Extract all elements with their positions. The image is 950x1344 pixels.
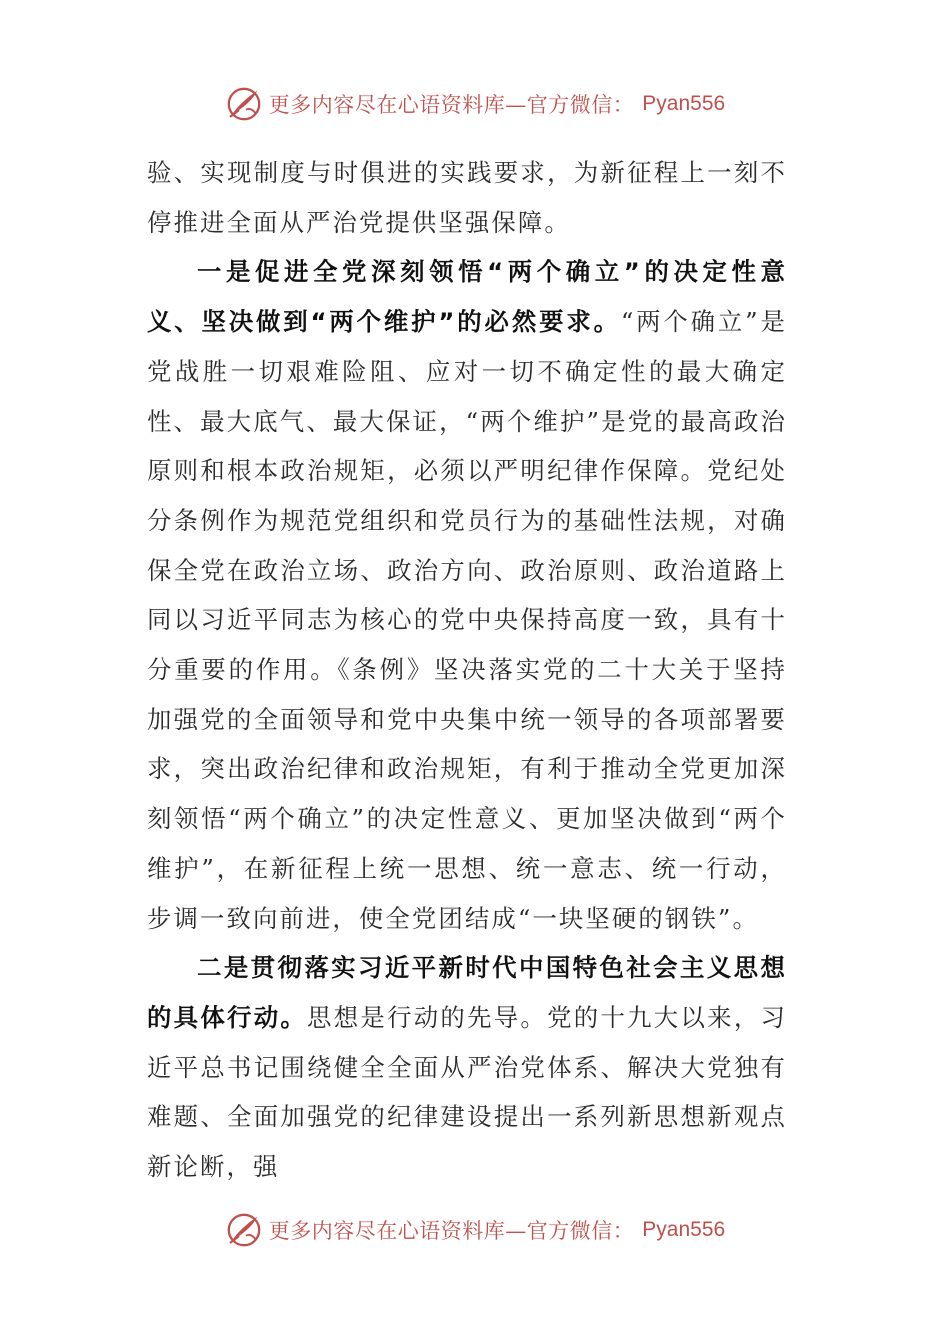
- header-banner-text: 更多内容尽在心语资料库—官方微信：: [268, 93, 635, 117]
- document-body: [147, 148, 787, 1192]
- page-header: [0, 82, 950, 126]
- quill-logo-icon: [225, 85, 263, 123]
- point-one-text: “两个确立”是党战胜一切艰难险阻、应对一切不确定性的最大确定性、最大底气、最大保证，“两个维护”是党的最高政治原则和根本政治规矩，必须以严明纪律作保障。党纪处分条例作为规范党组织和党员行为的基础性法规，对确保全党在政治立场、政治方向、政治原则、政治道路上同以习近平同志为核心的党中央保持高度一致，具有十分重要的作用。《条例》坚决落实党的二十大关于坚持加强党的全面领导和党中央集中统一领导的各项部署要求，突出政治纪律和政治规矩，有利于推动全党更加深刻领悟“两个确立”的决定性意义、更加坚决做到“两个维护”，在新征程上统一思想、统一意志、统一行动，步调一致向前进，使全党团结成“一块坚硬的钢铁”。: [147, 307, 787, 933]
- footer-banner: [225, 1211, 725, 1249]
- header-wechat-id: Pyan556: [642, 92, 726, 115]
- footer-wechat-id: Pyan556: [642, 1218, 726, 1241]
- point-two-heading: 二是贯彻落实习近平新时代中国特色社会主义思想的具体行动。: [147, 953, 787, 1032]
- paragraph-continuation: 验、实现制度与时俱进的实践要求，为新征程上一刻不停推进全面从严治党提供坚强保障。: [147, 158, 787, 237]
- header-banner: [225, 85, 725, 123]
- quill-logo-icon: [225, 1211, 263, 1249]
- footer-banner-text: 更多内容尽在心语资料库—官方微信：: [268, 1219, 635, 1243]
- paragraph-point-one: [147, 247, 787, 943]
- point-two-text: 思想是行动的先导。党的十九大以来，习近平总书记围绕健全全面从严治党体系、解决大党独有难题、全面加强党的纪律建设提出一系列新思想新观点新论断，强: [147, 1002, 787, 1182]
- paragraph-point-two: [147, 943, 787, 1192]
- page-footer: [0, 1208, 950, 1252]
- point-one-heading: 一是促进全党深刻领悟“两个确立”的决定性意义、坚决做到“两个维护”的必然要求。: [147, 257, 787, 337]
